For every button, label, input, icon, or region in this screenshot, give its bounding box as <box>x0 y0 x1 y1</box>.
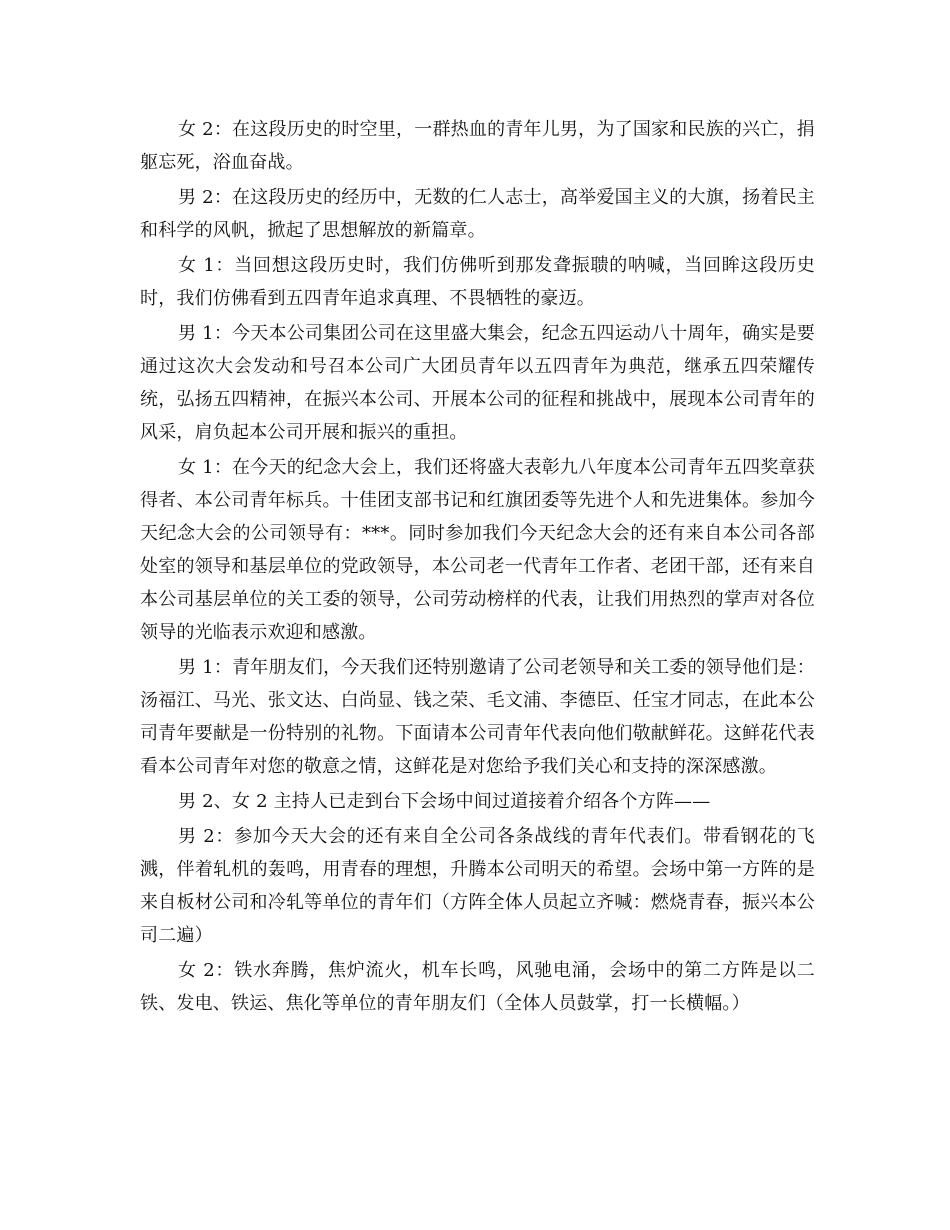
paragraph-2: 男 2：在这段历史的经历中，无数的仁人志士，高举爱国主义的大旗，扬着民主和科学的风帆，掀起了思想解放的新篇章。 <box>140 187 815 241</box>
paragraph-8: 男 2：参加今天大会的还有来自全公司各条战线的青年代表们。带看钢花的飞溅，伴着轧机的轰鸣，用青春的理想，升腾本公司明天的希望。会场中第一方阵的是来自板材公司和冷轧等单位的青年们（方阵全体人员起立齐喊：燃烧青春，振兴本公司二遍） <box>140 826 815 946</box>
paragraph-5: 女 1：在今天的纪念大会上，我们还将盛大表彰九八年度本公司青年五四奖章获得者、本公司青年标兵。十佳团支部书记和红旗团委等先进个人和先进集体。参加今天纪念大会的公司领导有：***。同时参加我们今天纪念大会的还有来自本公司各部处室的领导和基层单位的党政领导，本公司老一代青年工作者、老团干部，还有来自本公司基层单位的关工委的领导，公司劳动榜样的代表，让我们用热烈的掌声对各位领导的光临表示欢迎和感激。 <box>140 457 815 643</box>
paragraph-1: 女 2：在这段历史的时空里，一群热血的青年儿男，为了国家和民族的兴亡，捐躯忘死，浴血奋战。 <box>140 119 815 173</box>
paragraph-7: 男 2、女 2 主持人已走到台下会场中间过道接着介绍各个方阵—— <box>178 791 711 812</box>
paragraph-4: 男 1：今天本公司集团公司在这里盛大集会，纪念五四运动八十周年，确实是要通过这次大会发动和号召本公司广大团员青年以五四青年为典范，继承五四荣耀传统，弘扬五四精神，在振兴本公司、开展本公司的征程和挑战中，展现本公司青年的风采，肩负起本公司开展和振兴的重担。 <box>140 323 815 443</box>
paragraph-9: 女 2：铁水奔腾，焦炉流火，机车长鸣，风驰电涌，会场中的第二方阵是以二铁、发电、铁运、焦化等单位的青年朋友们（全体人员鼓掌，打一长横幅。） <box>140 960 815 1014</box>
paragraph-6: 男 1：青年朋友们，今天我们还特别邀请了公司老领导和关工委的领导他们是：汤福江、马光、张文达、白尚显、钱之荣、毛文浦、李德臣、任宝才同志，在此本公司青年要献是一份特别的礼物。下面请本公司青年代表向他们敬献鲜花。这鲜花代表看本公司青年对您的敬意之情，这鲜花是对您给予我们关心和支持的深深感激。 <box>140 657 815 777</box>
paragraph-3: 女 1：当回想这段历史时，我们仿佛听到那发聋振聩的呐喊，当回眸这段历史时，我们仿佛看到五四青年追求真理、不畏牺牲的豪迈。 <box>140 255 815 309</box>
document-body <box>140 113 815 1022</box>
